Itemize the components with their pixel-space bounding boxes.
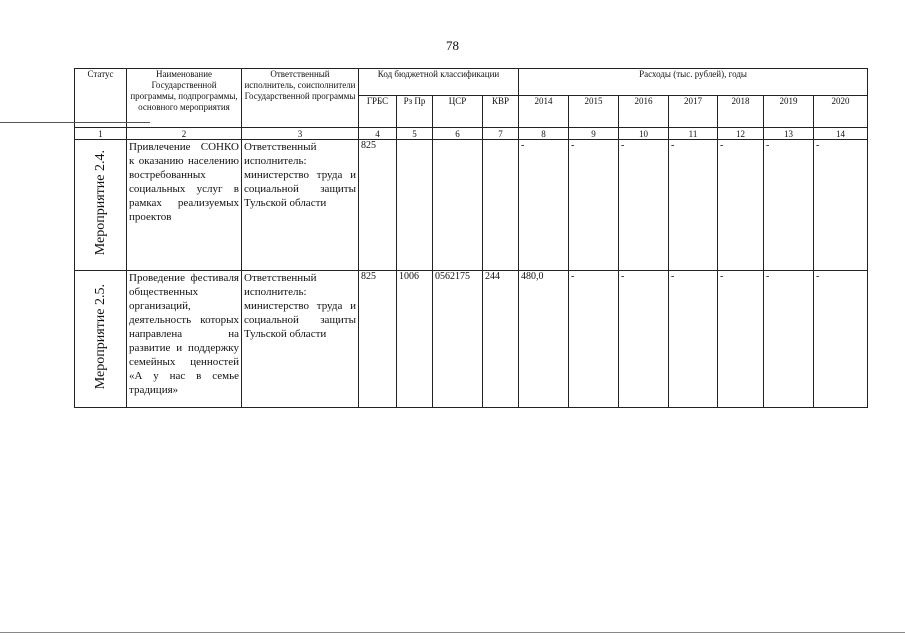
budget-table (74, 68, 868, 408)
row-executor: Ответственный исполнитель: министерство труда и социальной защиты Тульской области (242, 271, 359, 408)
header-year-2017: 2017 (669, 96, 718, 128)
header-budget-code: Код бюджетной классификации (359, 69, 519, 96)
row-rzpr: 1006 (397, 271, 433, 408)
row-value-2020: - (814, 271, 868, 408)
row-grbs: 825 (359, 140, 397, 271)
column-number: 1 (75, 128, 127, 140)
header-name: Наименование Государственной программы, подпрограммы, основного мероприятия (127, 69, 242, 128)
row-value-2015: - (569, 140, 619, 271)
header-year-2018: 2018 (718, 96, 764, 128)
row-value-2019: - (764, 271, 814, 408)
header-year-2014: 2014 (519, 96, 569, 128)
row-executor: Ответственный исполнитель: министерство труда и социальной защиты Тульской области (242, 140, 359, 271)
column-number: 5 (397, 128, 433, 140)
row-value-2015: - (569, 271, 619, 408)
row-value-2014: 480,0 (519, 271, 569, 408)
table-row (75, 271, 868, 408)
header-grbs: ГРБС (359, 96, 397, 128)
row-value-2017: - (669, 271, 718, 408)
scan-line-bottom (0, 632, 905, 633)
row-status (75, 140, 127, 271)
column-number: 9 (569, 128, 619, 140)
header-kvr: КВР (483, 96, 519, 128)
row-value-2020: - (814, 140, 868, 271)
column-number: 7 (483, 128, 519, 140)
column-number: 4 (359, 128, 397, 140)
column-number: 8 (519, 128, 569, 140)
status-label: Мероприятие 2.4. (92, 149, 108, 256)
header-year-2019: 2019 (764, 96, 814, 128)
row-value-2016: - (619, 271, 669, 408)
row-rzpr (397, 140, 433, 271)
header-csr: ЦСР (433, 96, 483, 128)
header-executor: Ответственный исполнитель, соисполнители Государственной программы (242, 69, 359, 128)
column-number: 3 (242, 128, 359, 140)
header-rzpr: Рз Пр (397, 96, 433, 128)
header-year-2015: 2015 (569, 96, 619, 128)
header-year-2016: 2016 (619, 96, 669, 128)
status-label: Мероприятие 2.5. (92, 283, 108, 390)
column-number: 6 (433, 128, 483, 140)
column-number: 13 (764, 128, 814, 140)
column-number-row (75, 128, 868, 140)
row-csr: 0562175 (433, 271, 483, 408)
row-value-2016: - (619, 140, 669, 271)
row-value-2019: - (764, 140, 814, 271)
row-value-2018: - (718, 140, 764, 271)
row-name: Проведение фестиваля общественных организаций, деятельность которых направлена на развитие и поддержку семейных ценностей «А у нас в семье традиция» (127, 271, 242, 408)
header-status: Статус (75, 69, 127, 128)
table-row (75, 140, 868, 271)
column-number: 11 (669, 128, 718, 140)
header-year-2020: 2020 (814, 96, 868, 128)
page-number: 78 (446, 38, 459, 53)
column-number: 2 (127, 128, 242, 140)
column-number: 12 (718, 128, 764, 140)
column-number: 14 (814, 128, 868, 140)
row-value-2014: - (519, 140, 569, 271)
column-number: 10 (619, 128, 669, 140)
row-value-2017: - (669, 140, 718, 271)
row-kvr (483, 140, 519, 271)
row-grbs: 825 (359, 271, 397, 408)
row-status (75, 271, 127, 408)
header-expenses: Расходы (тыс. рублей), годы (519, 69, 868, 96)
scan-line-top (0, 122, 150, 123)
row-csr (433, 140, 483, 271)
row-kvr: 244 (483, 271, 519, 408)
row-value-2018: - (718, 271, 764, 408)
row-name: Привлечение СОНКО к оказанию населению востребованных социальных услуг в рамках реализуемых проектов (127, 140, 242, 271)
